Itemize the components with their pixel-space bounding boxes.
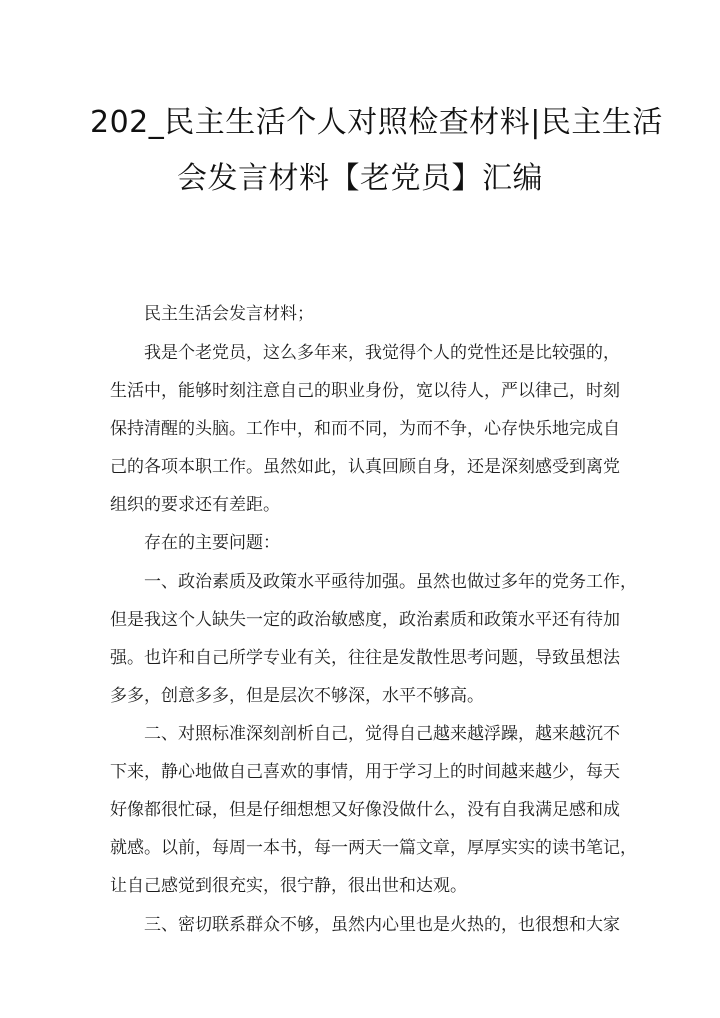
paragraph-3-line: 多多，创意多多，但是层次不够深，水平不够高。 <box>110 686 484 706</box>
document-title-line-1: 202_民主生活个人对照检查材料|民主生活 <box>90 105 663 140</box>
paragraph-1-line: 己的各项本职工作。虽然如此，认真回顾自身，还是深刻感受到离党 <box>110 457 620 477</box>
paragraph-1-line: 组织的要求还有差距。 <box>110 495 280 515</box>
paragraph-4-line: 就感。以前，每周一本书，每一两天一篇文章，厚厚实实的读书笔记， <box>110 838 637 858</box>
paragraph-4-line: 二、对照标准深刻剖析自己，觉得自己越来越浮躁，越来越沉不 <box>144 724 620 744</box>
paragraph-1-line: 保持清醒的头脑。工作中，和而不同，为而不争，心存快乐地完成自 <box>110 419 620 439</box>
paragraph-1-line: 我是个老党员，这么多年来，我觉得个人的党性还是比较强的， <box>144 343 620 363</box>
section-heading: 存在的主要问题： <box>144 533 280 553</box>
paragraph-4-line: 让自己感觉到很充实，很宁静，很出世和达观。 <box>110 876 467 896</box>
paragraph-3-line: 一、政治素质及政策水平亟待加强。虽然也做过多年的党务工作， <box>144 572 637 592</box>
paragraph-4-line: 下来，静心地做自己喜欢的事情，用于学习上的时间越来越少，每天 <box>110 762 620 782</box>
paragraph-4-line: 好像都很忙碌，但是仔细想想又好像没做什么，没有自我满足感和成 <box>110 800 620 820</box>
paragraph-5-line: 三、密切联系群众不够，虽然内心里也是火热的，也很想和大家 <box>144 915 620 935</box>
paragraph-1-line: 生活中，能够时刻注意自己的职业身份，宽以待人，严以律己，时刻 <box>110 381 620 401</box>
document-title-line-2: 会发言材料【老党员】汇编 <box>177 161 543 196</box>
paragraph-3-line: 强。也许和自己所学专业有关，往往是发散性思考问题，导致虽想法 <box>110 648 620 668</box>
paragraph-3-line: 但是我这个人缺失一定的政治敏感度，政治素质和政策水平还有待加 <box>110 610 620 630</box>
salutation: 民主生活会发言材料； <box>144 304 314 324</box>
